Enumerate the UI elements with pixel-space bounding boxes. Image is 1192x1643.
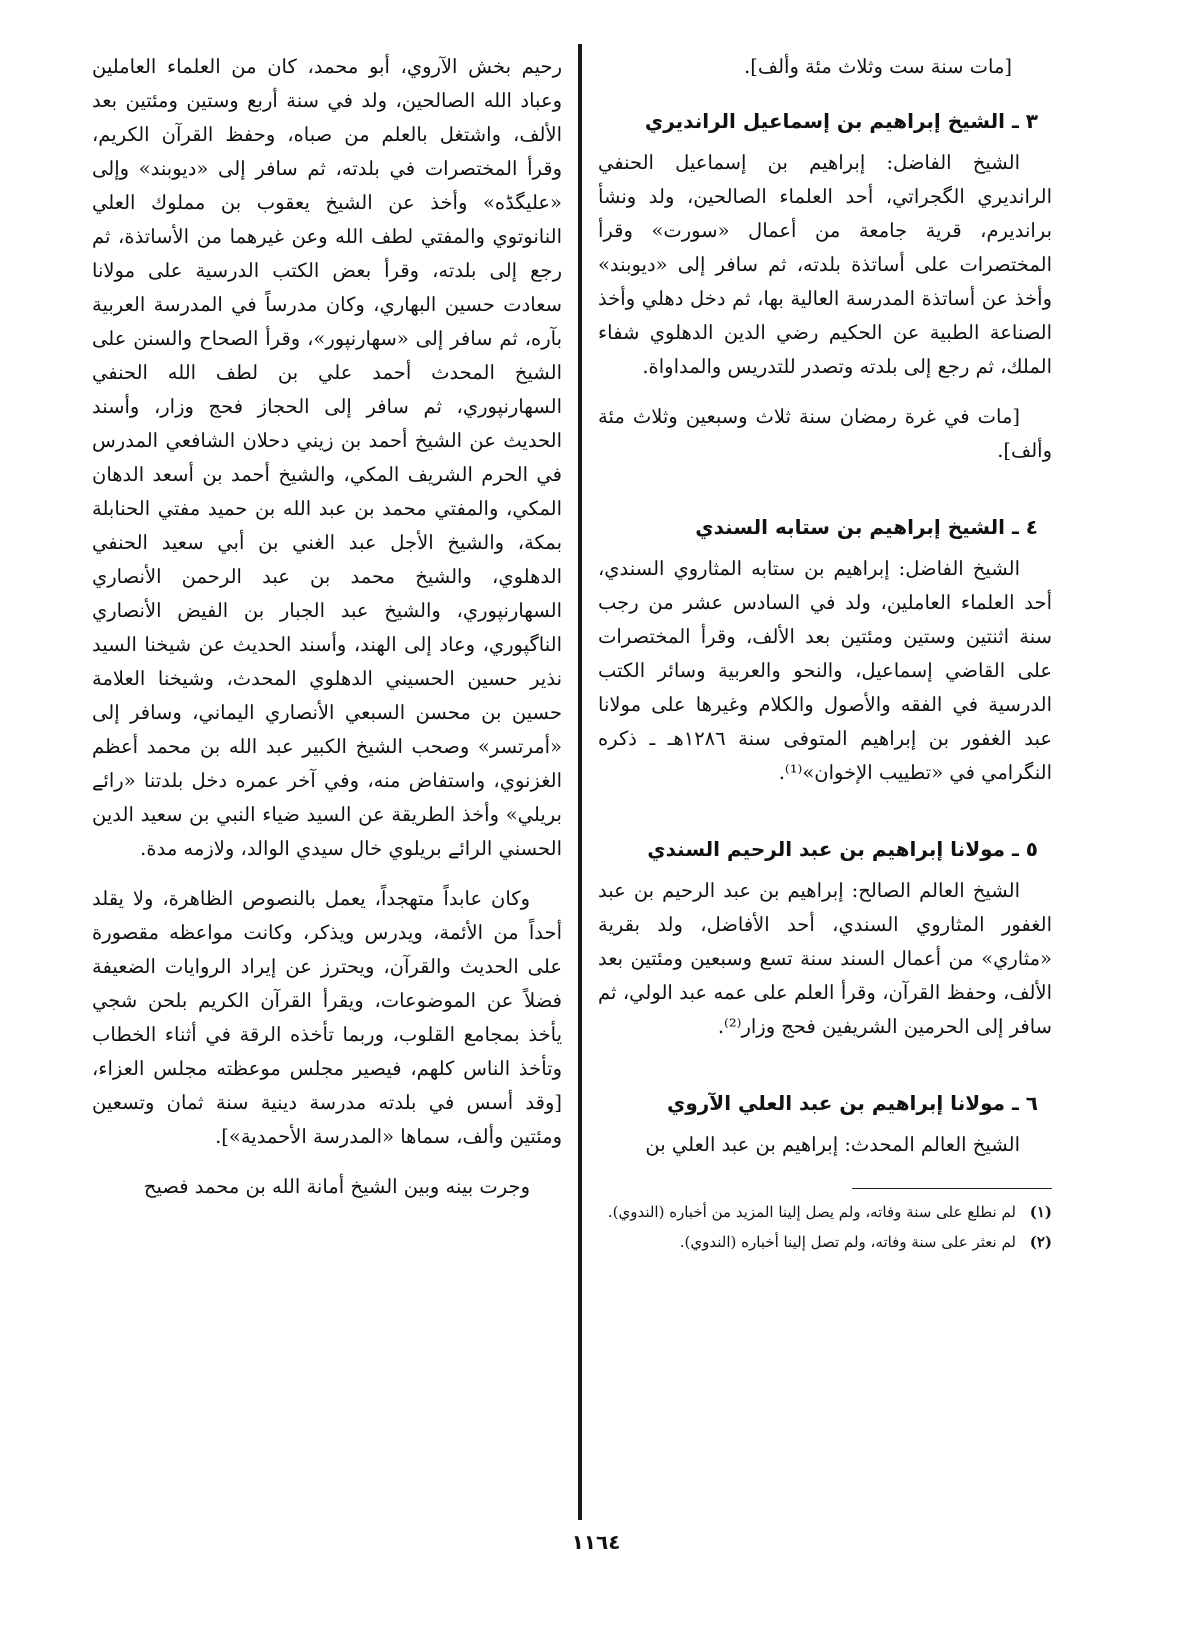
entry-text-6-final: وجرت بينه وبين الشيخ أمانة الله بن محمد فصيح [143,1175,530,1198]
entry-heading-6: ٦ ـ مولانا إبراهيم بن عبد العلي الآروي [667,1091,1038,1115]
footnote-1 [598,1199,1052,1225]
paragraph-death-note-2: [مات سنة ست وثلاث مئة وألف]. [744,55,1012,78]
entry-heading-5: ٥ ـ مولانا إبراهيم بن عبد الرحيم السندي [647,837,1038,861]
entry-heading-3: ٣ ـ الشيخ إبراهيم بن إسماعيل الرانديري [644,109,1038,133]
column-divider [578,44,582,1520]
footnote-text: لم نطلع على سنة وفاته، ولم يصل إلينا المزيد من أخباره (الندوي). [607,1203,1016,1221]
footnote-number: (١) [1029,1203,1052,1221]
entry-text-4: الشيخ الفاضل: إبراهيم بن ستابه المثاروي السندي، أحد العلماء العاملين، ولد في السادس عشر من رجب سنة اثنتين وستين ومئتين بعد الألف، وقرأ المختصرات على القاضي إسماعيل، والنحو والعربية وسائر الكتب الدرسية في الفقه والأصول والكلام وغيرها على مولانا عبد الغفور بن إبراهيم المتوفى سنة ١٢٨٦هـ ـ ذكره النگرامي في «تطييب الإخوان»⁽¹⁾. [598,557,1052,784]
footnotes [598,1199,1052,1255]
entry-text-6-continued: رحيم بخش الآروي، أبو محمد، كان من العلماء العاملين وعباد الله الصالحين، ولد في سنة أربع وستين ومئتين بعد الألف، واشتغل بالعلم من صباه، وحفظ القرآن الكريم، وقرأ المختصرات في بلدته، ثم سافر إلى «ديوبند» وإلى «عليگڈه» وأخذ عن الشيخ يعقوب بن مملوك العلي النانوتوي والمفتي لطف الله وعن غيرهما من الأساتذة، ثم رجع إلى بلدته، وقرأ بعض الكتب الدرسية على مولانا سعادت حسين البهاري، وكان مدرساً في المدرسة العربية بآره، ثم سافر إلى «سهارنپور»، وقرأ الصحاح والسنن على الشيخ المحدث أحمد علي بن لطف الله الحنفي السهارنپوري، ثم سافر إلى الحجاز فحج وزار، وأسند الحديث عن الشيخ أحمد بن زيني دحلان الشافعي المدرس في الحرم الشريف المكي، والشيخ أحمد بن أسعد الدهان المكي، والمفتي محمد بن عبد الله بن حميد مفتي الحنابلة بمكة، والشيخ الأجل عبد الغني بن أبي سعيد الحنفي الدهلوي، والشيخ محمد بن عبد الرحمن الأنصاري السهارنپوري، والشيخ عبد الجبار بن الفيض الأنصاري الناگپوري، وعاد إلى الهند، وأسند الحديث عن شيخنا السيد نذير حسين الحسيني الدهلوي المحدث، وشيخنا العلامة حسين بن محسن السبعي الأنصاري اليماني، وسافر إلى «أمرتسر» وصحب الشيخ الكبير عبد الله بن محمد أعظم الغزنوي، واستفاض منه، وفي آخر عمره دخل بلدتنا «رائے بريلي» وأخذ الطريقة عن السيد ضياء النبي بن سعيد الدين الحسني الرائے بريلوي خال سيدي الوالد، ولازمه مدة. [92,55,562,860]
footnote-text: لم نعثر على سنة وفاته، ولم تصل إلينا أخباره (الندوي). [679,1233,1016,1251]
entry-heading-4: ٤ ـ الشيخ إبراهيم بن ستابه السندي [695,515,1038,539]
entry-death-note-3: [مات في غرة رمضان سنة ثلاث وسبعين وثلاث مئة وألف]. [598,405,1052,462]
entry-text-6: الشيخ العالم المحدث: إبراهيم بن عبد العلي بن [645,1133,1020,1156]
entry-text-3: الشيخ الفاضل: إبراهيم بن إسماعيل الحنفي الرانديري الگجراتي، أحد العلماء الصالحين، ولد ونشأ برانديرم، قرية جامعة من أعمال «سورت» وقرأ المختصرات على أساتذة بلدته، ثم سافر إلى «ديوبند» وأخذ عن أساتذة المدرسة العالية بها، ثم دخل دهلي وأخذ الصناعة الطبية عن الحكيم رضي الدين الدهلوي شفاء الملك، ثم رجع إلى بلدته وتصدر للتدريس والمداواة. [598,151,1052,378]
footnote-2 [598,1229,1052,1255]
left-column [92,50,562,1220]
footnote-divider [852,1188,1052,1189]
right-column [598,50,1052,1259]
entry-text-5: الشيخ العالم الصالح: إبراهيم بن عبد الرحيم بن عبد الغفور المثاروي السندي، أحد الأفاضل، ولد بقرية «مثاري» من أعمال السند سنة تسع وسبعين ومئتين بعد الألف، وحفظ القرآن، وقرأ العلم على عمه عبد الولي، ثم سافر إلى الحرمين الشريفين فحج وزار⁽²⁾. [598,879,1052,1038]
entry-text-6-character: وكان عابداً متهجداً، يعمل بالنصوص الظاهرة، ولا يقلد أحداً من الأئمة، ويدرس ويذكر، وكانت مواعظه مقصورة على الحديث والقرآن، ويحترز عن إيراد الروايات الضعيفة فضلاً عن الموضوعات، ويقرأ القرآن الكريم بلحن شجي يأخذ بمجامع القلوب، وربما تأخذه الرقة في أثناء الخطاب وتأخذ الناس كلهم، فيصير مجلس موعظته مجلس العزاء، [وقد أسس في بلدته مدرسة دينية سنة ثمان وتسعين ومئتين وألف، سماها «المدرسة الأحمدية»]. [92,887,562,1148]
footnote-number: (٢) [1029,1233,1052,1251]
page-number: ١١٦٤ [571,1530,621,1554]
